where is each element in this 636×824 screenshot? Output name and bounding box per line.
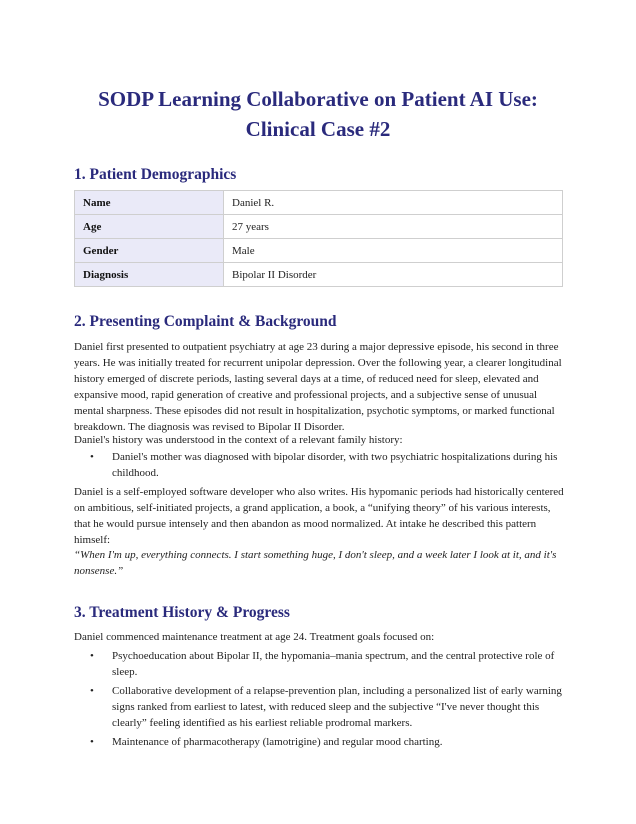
demographics-table — [74, 190, 563, 287]
list-item — [74, 648, 564, 680]
row-value-name: Daniel R. — [224, 191, 563, 215]
list-item — [74, 683, 564, 731]
patient-quote: “When I'm up, everything connects. I start something huge, I don't sleep, and a week later I look at it, and it's nonsense.” — [74, 549, 557, 578]
title-line-1: SODP Learning Collaborative on Patient AI Use: — [98, 87, 538, 111]
list-item-text: Collaborative development of a relapse-prevention plan, including a personalized list of early warning signs ranked from earliest to latest, with reduced sleep and the subjective “I've never thought this clearly” feeling identified as his earliest reliable prodromal markers. — [112, 685, 562, 730]
list-item-text: Daniel's mother was diagnosed with bipolar disorder, with two psychiatric hospitalizations during his childhood. — [112, 451, 558, 480]
list-item-text: Psychoeducation about Bipolar II, the hypomania–mania spectrum, and the central protective role of sleep. — [112, 650, 555, 679]
treatment-heading: 3. Treatment History & Progress — [74, 604, 290, 621]
row-label-age: Age — [75, 215, 224, 239]
treatment-goals-list — [74, 648, 564, 754]
presenting-paragraph-1: Daniel first presented to outpatient psychiatry at age 23 during a major depressive episode, his second in three years. He was initially treated for recurrent unipolar depression. Over the following year, a clearer longitudinal history emerged of discrete periods, lasting several days at a time, of reduced need for sleep, elevated and expansive mood, rapid generation of creative and professional projects, and a subjective sense of unusual mental sharpness. These episodes did not result in hospitalization, psychotic symptoms, or marked functional breakdown. The diagnosis was revised to Bipolar II Disorder. — [74, 341, 562, 434]
treatment-intro: Daniel commenced maintenance treatment at age 24. Treatment goals focused on: — [74, 631, 435, 643]
list-item — [74, 449, 564, 481]
presenting-paragraph-3: Daniel is a self-employed software developer who also writes. His hypomanic periods had historically centered on ambitious, self-initiated projects, a grand application, a book, a “unifying theory” of his various interests, that he would pursue intensely and then abandon as mood normalized. At intake he described this pattern himself: — [74, 486, 564, 547]
row-value-gender: Male — [224, 239, 563, 263]
row-label-diagnosis: Diagnosis — [75, 263, 224, 287]
table-row — [75, 263, 563, 287]
table-row — [75, 215, 563, 239]
bullet-icon: • — [90, 736, 94, 749]
presenting-heading: 2. Presenting Complaint & Background — [74, 313, 337, 330]
demographics-heading: 1. Patient Demographics — [74, 166, 237, 183]
list-item-text: Maintenance of pharmacotherapy (lamotrigine) and regular mood charting. — [112, 736, 443, 749]
row-label-name: Name — [75, 191, 224, 215]
bullet-icon: • — [90, 685, 94, 698]
bullet-icon: • — [90, 451, 94, 463]
table-row — [75, 191, 563, 215]
document-title — [0, 84, 636, 144]
bullet-icon: • — [90, 650, 94, 662]
title-line-2: Clinical Case #2 — [245, 117, 391, 141]
list-item — [74, 734, 564, 750]
row-value-age: 27 years — [224, 215, 563, 239]
row-value-diagnosis: Bipolar II Disorder — [224, 263, 563, 287]
table-row — [75, 239, 563, 263]
family-history-list — [74, 449, 564, 484]
row-label-gender: Gender — [75, 239, 224, 263]
presenting-paragraph-2: Daniel's history was understood in the context of a relevant family history: — [74, 434, 403, 446]
